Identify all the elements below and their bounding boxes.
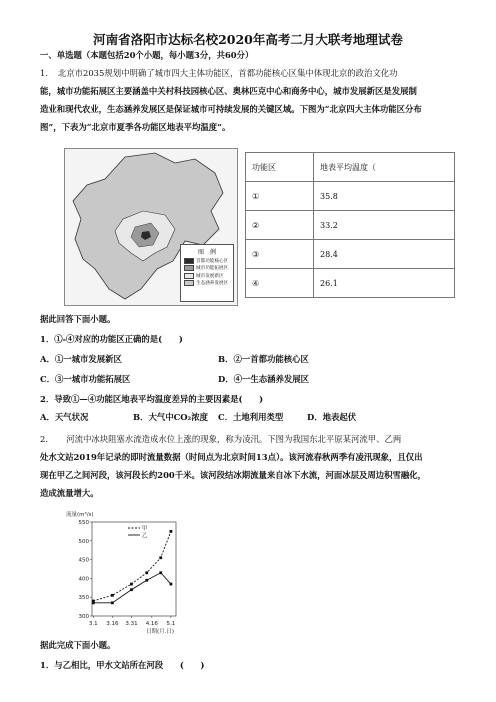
temperature-table — [245, 152, 455, 298]
data-point-乙 — [159, 571, 162, 574]
x-tick-label: 3.1 — [88, 621, 98, 627]
instruction-text: 据此回答下面小题。 — [40, 314, 116, 324]
option-b: B．②一首都功能核心区 — [218, 354, 309, 364]
legend-row — [184, 258, 230, 264]
legend-title: 图 例 — [197, 249, 216, 256]
sub-question: 1．①-④对应的功能区正确的是( ) — [40, 334, 183, 344]
data-point-乙 — [111, 601, 114, 604]
table-header-cell: 功能区 — [246, 153, 314, 182]
x-axis-label: 日期(月.日) — [145, 629, 174, 635]
option-a: A．天气状况 — [40, 412, 89, 422]
page-title: 河南省洛阳市达标名校2020年高考二月大联考地理试卷 — [93, 32, 403, 47]
data-point-乙 — [130, 588, 133, 591]
legend-swatch — [184, 265, 194, 271]
legend-swatch — [184, 273, 194, 279]
map-legend — [180, 244, 234, 302]
section-heading: 一、单选题（本题包括20个小题，每小题3分，共60分） — [40, 50, 254, 60]
data-point-甲 — [111, 594, 114, 597]
data-point-乙 — [145, 579, 148, 582]
y-tick-label: 450 — [78, 557, 89, 564]
option-a: A．①一城市发展新区 — [40, 354, 122, 364]
table-header-row — [246, 153, 455, 182]
data-point-甲 — [130, 583, 133, 586]
q1-paragraph-line: 造业和现代农业，生态涵养发展区是保证城市可持续发展的关键区域。下图为“北京四大主体功能区分布 — [40, 104, 422, 114]
q2-paragraph-line: 现在甲乙之间河段，该河段长约200千米。该河段结冰期流量来自冰下水流，河面冰层及周边积雪融化， — [40, 470, 426, 480]
legend-label: 城市发展新区 — [196, 273, 224, 279]
instruction-text: 据此完成下面小题。 — [40, 640, 116, 650]
q2-paragraph-line: 处水文站2019年记录的即时流量数据（时间点为北京时间13点）。该河流春秋两季有凌汛现象，且仅出 — [40, 452, 423, 462]
q1-paragraph-line: 能，城市功能拓展区主要涵盖中关村科技园核心区、奥林匹克中心和商务中心，城市发展新区是发展制 — [40, 86, 417, 96]
y-tick-label: 500 — [78, 538, 89, 545]
y-tick-label: 550 — [78, 520, 89, 526]
table-cell: ① — [246, 182, 314, 211]
data-point-甲 — [170, 530, 173, 533]
option-c: C．土地利用类型 — [218, 412, 284, 422]
legend-label: 首都功能核心区 — [196, 258, 229, 264]
option-d: D．地表起伏 — [307, 412, 357, 422]
q2-paragraph-line: 造成流量增大。 — [40, 488, 99, 498]
q1-paragraph-line: 1． 北京市2035规划中明确了城市四大主体功能区，首都功能核心区集中体现北京的政治文化功 — [40, 68, 398, 78]
table-row — [246, 182, 455, 211]
plot-frame — [92, 522, 176, 616]
y-tick-label: 350 — [78, 595, 89, 602]
legend-row — [184, 280, 230, 286]
legend-label: 城市功能拓展区 — [196, 266, 229, 271]
q2-paragraph-line: 2． 河流中冰块阻塞水流造成水位上涨的现象，称为凌汛。下图为我国东北平原某河流甲、乙两 — [40, 434, 402, 444]
legend-row — [184, 265, 230, 271]
table-cell: 33.2 — [314, 211, 455, 240]
q1-paragraph-line: 图”，下表为“北京市夏季各功能区地表平均温度”。 — [40, 122, 231, 132]
option-b: B．大气中CO₂浓度 — [133, 412, 208, 422]
y-tick-label: 300 — [78, 614, 89, 620]
data-point-甲 — [145, 571, 148, 574]
y-axis-label: 流量(m³/s) — [66, 512, 94, 518]
table-header-cell: 地表平均温度（ — [314, 153, 455, 182]
sub-question: 2．导致①—④功能区地表平均温度差异的主要因素是( ) — [40, 394, 264, 404]
x-tick-label: 3.16 — [106, 621, 119, 627]
table-cell: ③ — [246, 240, 314, 269]
option-c: C．③一城市功能拓展区 — [40, 374, 131, 384]
data-point-乙 — [92, 601, 95, 604]
flow-chart-svg — [64, 508, 182, 635]
table-row — [246, 240, 455, 269]
sub-question: 1．与乙相比，甲水文站所在河段 ( ) — [40, 660, 205, 670]
legend-swatch — [184, 258, 194, 264]
legend-label-甲: 甲 — [142, 526, 148, 532]
data-point-甲 — [159, 556, 162, 559]
option-d: D．④一生态涵养发展区 — [218, 374, 310, 384]
legend-swatch — [184, 280, 194, 286]
flow-chart — [64, 508, 182, 635]
y-tick-label: 400 — [78, 576, 89, 583]
x-tick-label: 3.31 — [125, 621, 138, 627]
table-cell: ② — [246, 211, 314, 240]
table-cell: ④ — [246, 269, 314, 298]
table-cell: 26.1 — [314, 269, 455, 298]
table-cell: 28.4 — [314, 240, 455, 269]
data-point-乙 — [170, 583, 173, 586]
legend-row — [184, 273, 230, 279]
series-line-乙 — [93, 573, 171, 603]
table-row — [246, 211, 455, 240]
x-tick-label: 4.16 — [145, 621, 158, 627]
x-tick-label: 5.1 — [166, 621, 176, 627]
table-cell: 35.8 — [314, 182, 455, 211]
legend-label-乙: 乙 — [142, 533, 148, 539]
table-row — [246, 269, 455, 298]
legend-label: 生态涵养发展区 — [196, 281, 229, 286]
